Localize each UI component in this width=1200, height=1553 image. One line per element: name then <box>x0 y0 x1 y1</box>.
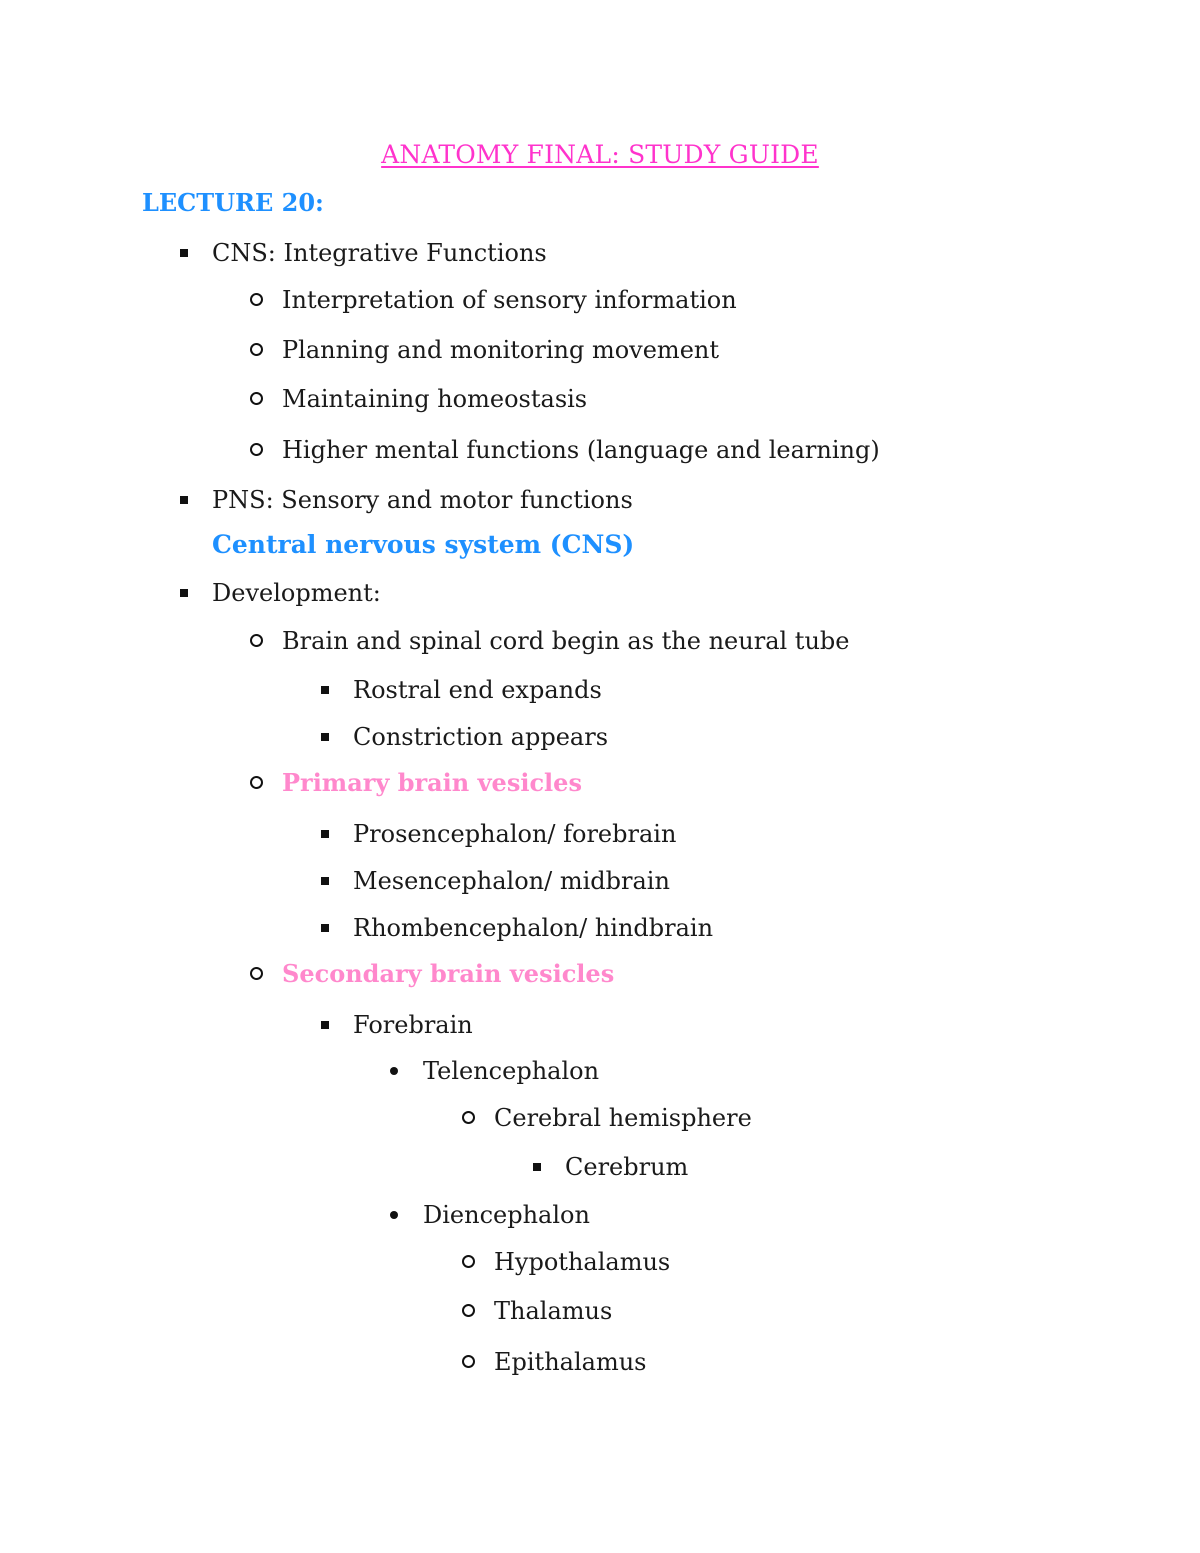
subheading-primary: Primary brain vesicles <box>282 768 582 797</box>
circle-bullet-icon <box>250 443 263 456</box>
lecture-heading: LECTURE 20: <box>142 188 324 217</box>
circle-bullet-icon <box>250 293 263 306</box>
document-page: ANATOMY FINAL: STUDY GUIDE LECTURE 20: CNS: Integrative Functions Interpretation of sensory information Planning and monitoring movement Maintaining homeostasis Higher mental functions (language and learning) PNS: Sensory and motor functions Central nervous system (CNS) Development: Brain and spinal cord begin as the neural tube Rostral end expands Constriction appears Primary brain vesicles Prosencephalon/ forebrain Mesencephalon/ midbrain Rhombencephalon/ hindbrain Secondary brain vesicles Forebrain Telencephalon Cerebral hemisphere Cerebrum Diencephalon Hypothalamus Thalamus Epithalamus <box>0 0 1200 1553</box>
square-bullet-icon <box>180 249 188 257</box>
square-bullet-icon <box>321 1021 329 1029</box>
document-title: ANATOMY FINAL: STUDY GUIDE <box>381 140 819 169</box>
circle-bullet-icon <box>462 1355 475 1368</box>
square-bullet-icon <box>321 830 329 838</box>
circle-bullet-icon <box>250 343 263 356</box>
square-bullet-icon <box>180 589 188 597</box>
circle-bullet-icon <box>250 392 263 405</box>
square-bullet-icon <box>321 733 329 741</box>
circle-bullet-icon <box>462 1304 475 1317</box>
square-bullet-icon <box>321 924 329 932</box>
subheading-secondary: Secondary brain vesicles <box>282 959 615 988</box>
square-bullet-icon <box>180 496 188 504</box>
dot-bullet-icon <box>390 1211 398 1219</box>
section-heading: Central nervous system (CNS) <box>212 530 635 559</box>
circle-bullet-icon <box>250 634 263 647</box>
circle-bullet-icon <box>250 967 263 980</box>
square-bullet-icon <box>533 1163 541 1171</box>
dot-bullet-icon <box>390 1067 398 1075</box>
circle-bullet-icon <box>250 776 263 789</box>
circle-bullet-icon <box>462 1111 475 1124</box>
square-bullet-icon <box>321 686 329 694</box>
circle-bullet-icon <box>462 1255 475 1268</box>
square-bullet-icon <box>321 877 329 885</box>
